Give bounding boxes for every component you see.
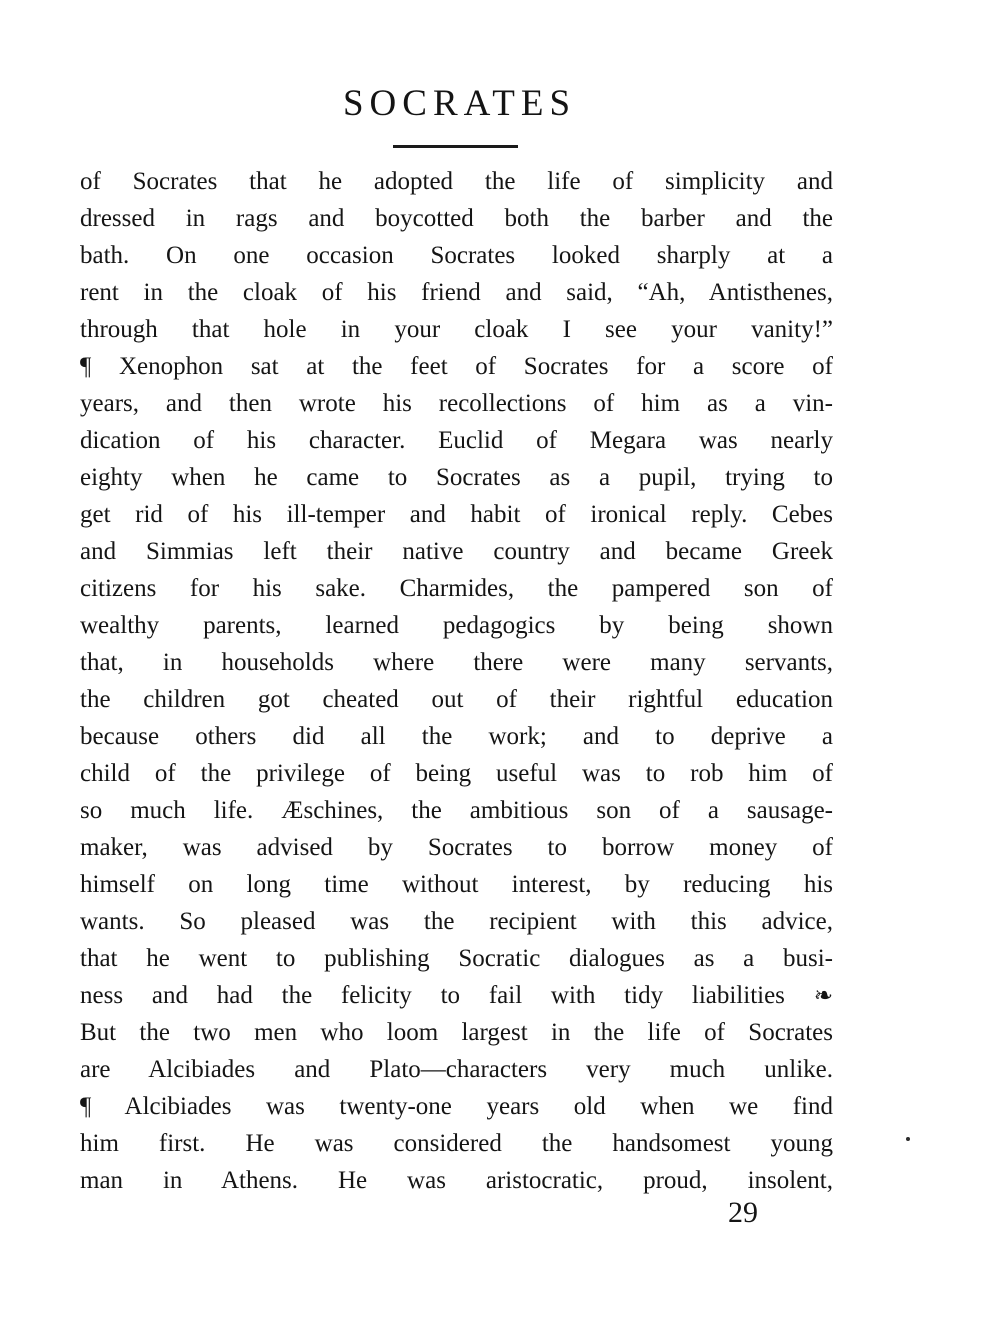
text-line: ¶ Xenophon sat at the feet of Socrates for a score of [80, 353, 833, 380]
text-line: bath. On one occasion Socrates looked sharply at a [80, 242, 833, 269]
print-speck [906, 1137, 910, 1141]
text-line: of Socrates that he adopted the life of simplicity and [80, 168, 833, 195]
text-line: that, in households where there were many servants, [80, 649, 833, 676]
text-line: so much life. Æschines, the ambitious son of a sausage- [80, 797, 833, 824]
text-line: himself on long time without interest, by reducing his [80, 871, 833, 898]
body-text-block [80, 163, 833, 1199]
text-line: dressed in rags and boycotted both the barber and the [80, 205, 833, 232]
text-line: get rid of his ill-temper and habit of ironical reply. Cebes [80, 501, 833, 528]
text-line: and Simmias left their native country and became Greek [80, 538, 833, 565]
fleuron-ornament: ❧ [813, 983, 833, 1009]
text-line: because others did all the work; and to deprive a [80, 723, 833, 750]
text-line: maker, was advised by Socrates to borrow money of [80, 834, 833, 861]
text-line: wants. So pleased was the recipient with this advice, [80, 908, 833, 935]
text-line-fragment: ness and had the felicity to fail with tidy liabilities [80, 982, 785, 1009]
text-line: that he went to publishing Socratic dialogues as a busi- [80, 945, 833, 972]
text-line: wealthy parents, learned pedagogics by being shown [80, 612, 833, 639]
page-title: SOCRATES [342, 83, 577, 124]
text-line: eighty when he came to Socrates as a pupil, trying to [80, 464, 833, 491]
text-line: him first. He was considered the handsomest young [80, 1130, 833, 1157]
text-line: dication of his character. Euclid of Megara was nearly [80, 427, 833, 454]
text-line: man in Athens. He was aristocratic, proud, insolent, [80, 1167, 833, 1194]
text-line: child of the privilege of being useful was to rob him of [80, 760, 833, 787]
text-line: through that hole in your cloak I see your vanity!” [80, 316, 833, 343]
text-line: But the two men who loom largest in the life of Socrates [80, 1019, 833, 1046]
text-line: rent in the cloak of his friend and said, “Ah, Antisthenes, [80, 279, 833, 306]
text-line: years, and then wrote his recollections of him as a vin- [80, 390, 833, 417]
text-line: citizens for his sake. Charmides, the pampered son of [80, 575, 833, 602]
text-line: are Alcibiades and Plato—characters very much unlike. [80, 1056, 833, 1083]
text-line: the children got cheated out of their rightful education [80, 686, 833, 713]
text-line: ¶ Alcibiades was twenty-one years old when we find [80, 1093, 833, 1120]
text-line-with-ornament [80, 977, 833, 1014]
page-number: 29 [728, 1196, 758, 1229]
title-divider-rule [393, 145, 518, 148]
